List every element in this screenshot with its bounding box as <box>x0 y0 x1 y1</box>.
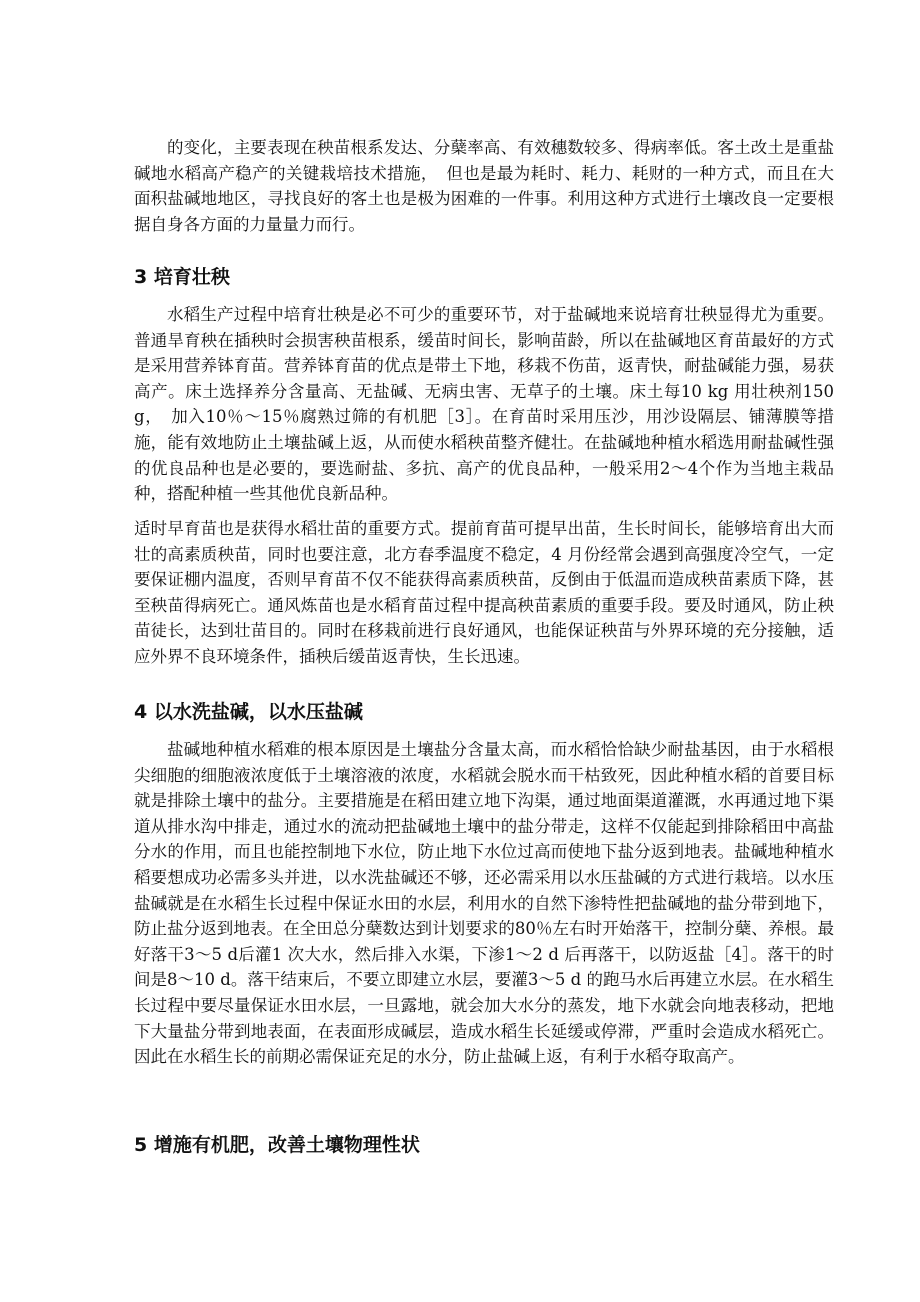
section-heading-4: 4 以水洗盐碱，以水压盐碱 <box>134 701 363 723</box>
paragraph-section-3-early-seedling: 适时早育苗也是获得水稻壮苗的重要方式。提前育苗可提早出苗，生长时间长，能够培育出大而壮的高素质秧苗，同时也要注意，北方春季温度不稳定，4 月份经常会遇到高强度冷空气，一定要保证棚内温度，否则早育苗不仅不能获得高素质秧苗，反倒由于低温而造成秧苗素质下降，甚至秧苗得病死亡。通风炼苗也是水稻育苗过程中提高秧苗素质的重要手段。要及时通风，防止秧苗徒长，达到壮苗目的。同时在移栽前进行良好通风，也能保证秧苗与外界环境的充分接触，适应外界不良环境条件，插秧后缓苗返青快，生长迅速。 <box>134 519 834 666</box>
paragraph-section-3-main: 水稻生产过程中培育壮秧是必不可少的重要环节，对于盐碱地来说培育壮秧显得尤为重要。普通旱育秧在插秧时会损害秧苗根系，缓苗时间长，影响苗龄，所以在盐碱地区育苗最好的方式是采用营养钵育苗。营养钵育苗的优点是带土下地，移栽不伤苗，返青快，耐盐碱能力强，易获高产。床土选择养分含量高、无盐碱、无病虫害、无草子的土壤。床土每10 kg 用壮秧剂150 g， 加入10％～15％腐熟过筛的有机肥［3］。在育苗时采用压沙，用沙设隔层、铺薄膜等措施，能有效地防止土壤盐碱上返，从而使水稻秧苗整齐健壮。在盐碱地种植水稻选用耐盐碱性强的优良品种也是必要的，要选耐盐、多抗、高产的优良品种，一般采用2～4个作为当地主栽品种，搭配种植一些其他优良新品种。 <box>134 305 834 504</box>
paragraph-section-4-main: 盐碱地种植水稻难的根本原因是土壤盐分含量太高，而水稻恰恰缺少耐盐基因，由于水稻根尖细胞的细胞液浓度低于土壤溶液的浓度，水稻就会脱水而干枯致死，因此种植水稻的首要目标就是排除土壤中的盐分。主要措施是在稻田建立地下沟渠，通过地面渠道灌溉，水再通过地下渠道从排水沟中排走，通过水的流动把盐碱地土壤中的盐分带走，这样不仅能起到排除稻田中高盐分水的作用，而且也能控制地下水位，防止地下水位过高而使地下盐分返到地表。盐碱地种植水稻要想成功必需多头并进，以水洗盐碱还不够，还必需采用以水压盐碱的方式进行栽培。以水压盐碱就是在水稻生长过程中保证水田的水层，利用水的自然下渗特性把盐碱地的盐分带到地下，防止盐分返到地表。在全田总分蘖数达到计划要求的80％左右时开始落干，控制分蘖、养根。最好落干3～5 d后灌1 次大水，然后排入水渠，下渗1～2 d 后再落干，以防返盐［4］。落干的时间是8～10 d。落干结束后，不要立即建立水层，要灌3～5 d 的跑马水后再建立水层。在水稻生长过程中要尽量保证水田水层，一旦露地，就会加大水分的蒸发，地下水就会向地表移动，把地下大量盐分带到地表面，在表面形成碱层，造成水稻生长延缓或停滞，严重时会造成水稻死亡。因此在水稻生长的前期必需保证充足的水分，防止盐碱上返，有利于水稻夺取高产。 <box>134 740 834 1067</box>
section-heading-3: 3 培育壮秧 <box>134 266 230 288</box>
paragraph-intro-continuation: 的变化，主要表现在秧苗根系发达、分蘖率高、有效穗数较多、得病率低。客土改土是重盐碱地水稻高产稳产的关键栽培技术措施， 但也是最为耗时、耗力、耗财的一种方式，而且在大面积盐碱地地区，寻找良好的客土也是极为困难的一件事。利用这种方式进行土壤改良一定要根据自身各方面的力量量力而行。 <box>134 138 834 234</box>
section-heading-5: 5 增施有机肥，改善土壤物理性状 <box>134 1134 420 1156</box>
